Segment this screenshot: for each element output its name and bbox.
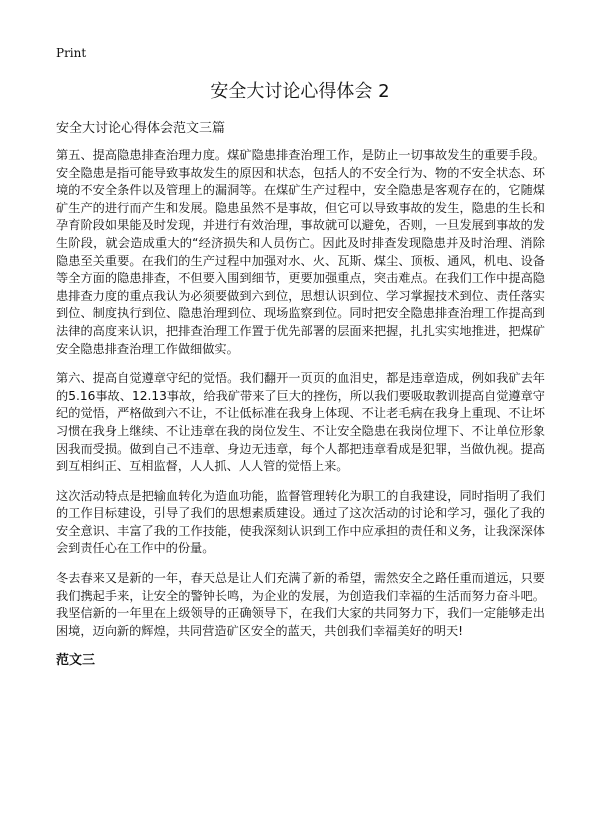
paragraph-6: 第六、提高自觉遵章守纪的觉悟。我们翻开一页页的血泪史，都是违章造成，例如我矿去年的5.16事故、12.13事故，给我矿带来了巨大的挫伤，所以我们要吸取教训提高自觉遵章守纪的觉悟，严格做到六不让，不让低标准在我身上体现、不让老毛病在我身上重现、不让坏习惯在我身上继续、不让违章在我的岗位发生、不让安全隐患在我岗位埋下、不让单位形象因我而受损。做到自己不违章、身边无违章，每个人都把违章看成是犯罪，当做仇视。提高到互相纠正、互相监督，人人抓、人人管的觉悟上来。 — [56, 371, 545, 474]
section-heading: 范文三 — [56, 653, 96, 669]
paragraph-5: 第五、提高隐患排查治理力度。煤矿隐患排查治理工作，是防止一切事故发生的重要手段。安全隐患是指可能导致事故发生的原因和状态，包括人的不安全行为、物的不安全状态、环境的不安全条件以及管理上的漏洞等。在煤矿生产过程中，安全隐患是客观存在的，它随煤矿生产的进行而产生和发展。隐患虽然不是事故，但它可以导致事故的发生，隐患的生长和孕育阶段如果能及时发现，并进行有效治理，事故就可以避免，否则，一旦发展到事故的发生阶段，就会造成重大的“经济损失和人员伤亡。因此及时排查发现隐患并及时治理、消除隐患至关重要。在我们的生产过程中加强对水、火、瓦斯、煤尘、顶板、通风，机电、设备等全方面的隐患排查，不但要入围到细节，更要加强重点，突击难点。在我们工作中提高隐患排查力度的重点我认为必须要做到六到位，思想认识到位、学习掌握技术到位、责任落实到位、制度执行到位、隐患治理到位、现场监察到位。同时把安全隐患排查治理工作提高到法律的高度来认识，把排查治理工作置于优先部署的层面来把握，扎扎实实地推进，把煤矿安全隐患排查治理工作做细做实。 — [56, 148, 545, 356]
document-body — [56, 147, 545, 669]
page-title: 安全大讨论心得体会 2 — [210, 81, 390, 102]
print-link[interactable]: Print — [56, 46, 87, 60]
paragraph-new-year: 冬去春来又是新的一年，春天总是让人们充满了新的希望，需然安全之路任重而道远，只要我们携起手来，让安全的警钟长鸣，为企业的发展，为创造我们幸福的生活而努力奋斗吧。我坚信新的一年里在上级领导的正确领导下，在我们大家的共同努力下，我们一定能够走出困境，迈向新的辉煌，共同营造矿区安全的蓝天，共创我们幸福美好的明天! — [56, 571, 545, 638]
document-subtitle: 安全大讨论心得体会范文三篇 — [56, 121, 226, 136]
paragraph-activity-summary: 这次活动特点是把输血转化为造血功能，监督管理转化为职工的自我建设，同时指明了我们的工作目标建设，引导了我们的思想素质建设。通过了这次活动的讨论和学习，强化了我的安全意识、丰富了我的工作技能，使我深刻认识到工作中应承担的责任和义务，让我深深体会到责任心在工作中的份量。 — [56, 488, 545, 556]
